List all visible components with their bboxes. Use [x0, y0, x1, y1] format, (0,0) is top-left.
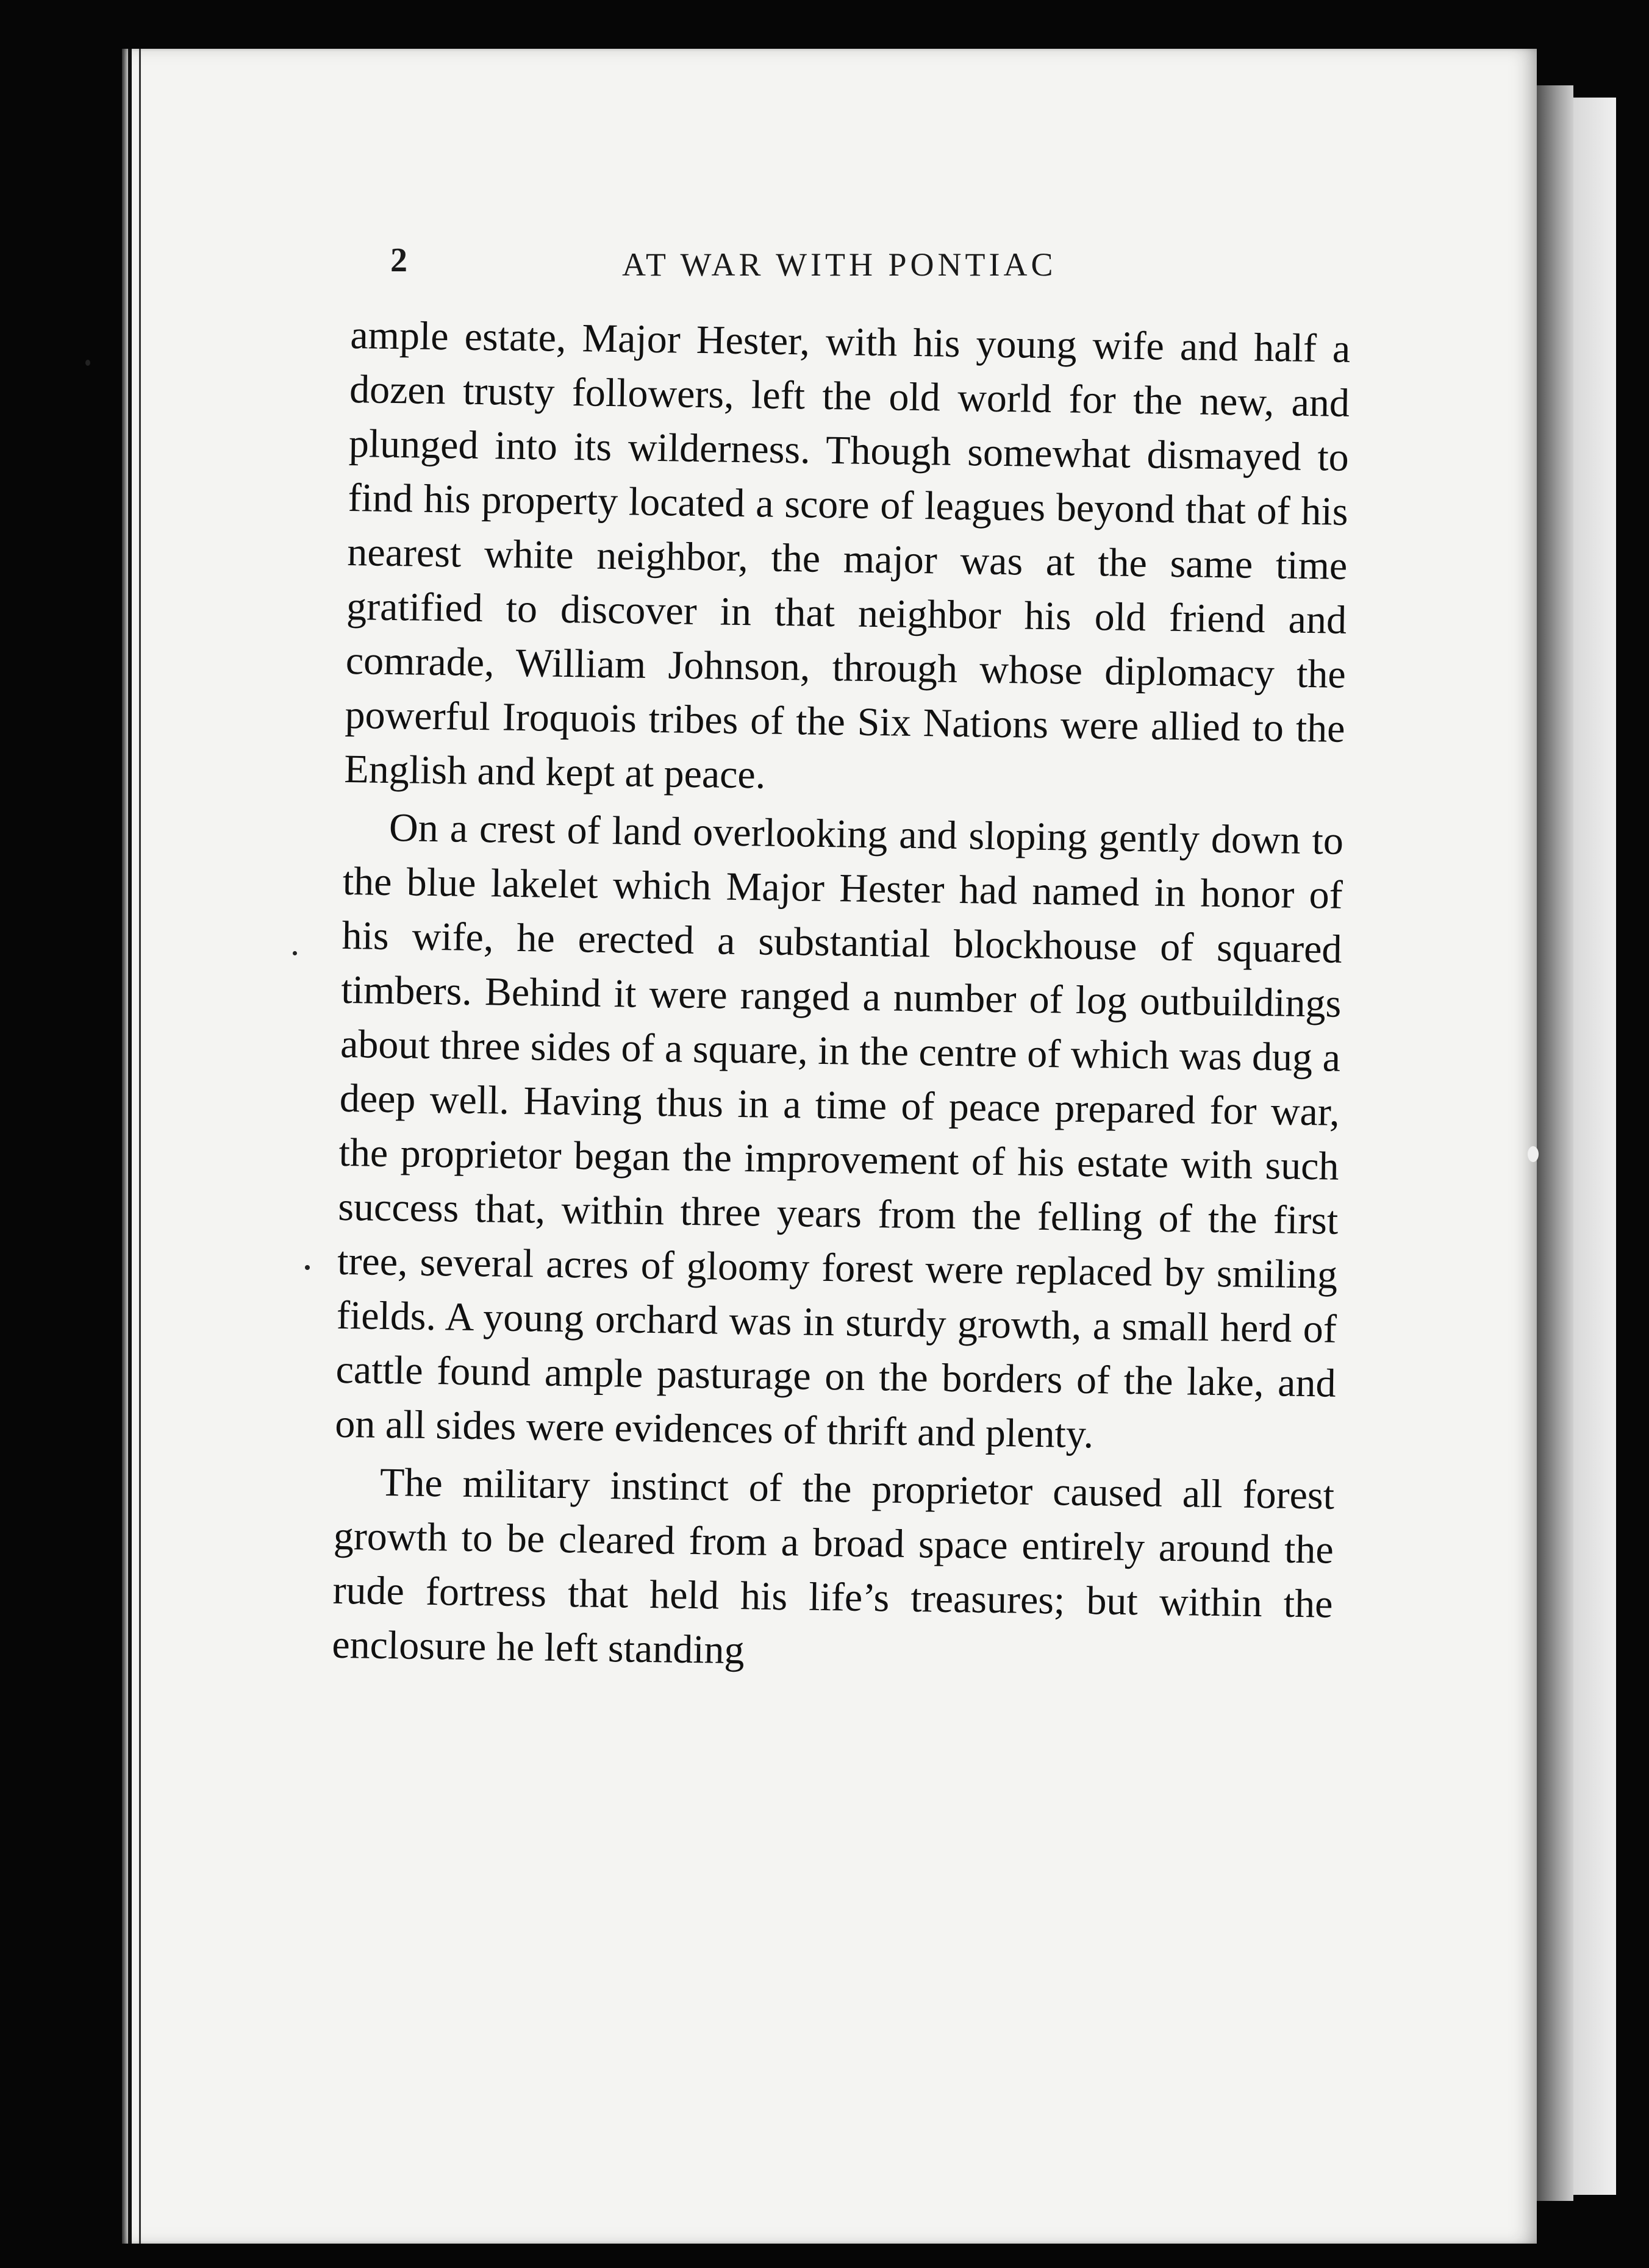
running-title: AT WAR WITH PONTIAC [622, 246, 1057, 283]
paragraph-1: ample estate, Major Hester, with his young wife and half a dozen trusty followers, left the old world for the new, and plunged into its wilderness. Though somewhat dismayed to find his property located a score of leagues beyond that of his nearest white neighbor, the major was at the same time gratified to discover in that neighbor his old friend and comrade, William Johnson, through whose diplomacy the powerful Iroquois tribes of the Six Nations were allied to the English and kept at peace. [343, 312, 1351, 797]
page-header [390, 241, 1342, 296]
paragraph-2: On a crest of land overlooking and sloping gently down to the blue lakelet which Major Hester had named in honor of his wife, he erected a substantial blockhouse of squared timbers. Behind it were ranged a number of log outbuildings about three sides of a square, in the centre of which was dug a deep well. Having thus in a time of peace prepared for war, the proprietor began the improvement of his estate with such success that, within three years from the felling of the first tree, several acres of gloomy forest were replaced by smiling fields. A young orchard was in sturdy growth, a small herd of cattle found ample pasturage on the borders of the lake, and on all sides were evidences of thrift and plenty. [334, 805, 1344, 1457]
book-edge-pages [1573, 98, 1616, 2195]
gutter-line-inner [139, 49, 141, 2244]
page-number: 2 [390, 241, 407, 279]
margin-speck [1528, 1146, 1539, 1162]
margin-speck [293, 951, 297, 955]
body-text [332, 308, 1351, 1686]
margin-speck [85, 360, 90, 366]
paragraph-3: The military instinct of the proprietor caused all forest growth to be cleared from a broad space entirely around the rude fortress that held his life’s treasures; but within the enclosure he left standing [331, 1460, 1335, 1673]
gutter-line [128, 49, 132, 2244]
margin-speck [305, 1265, 310, 1270]
